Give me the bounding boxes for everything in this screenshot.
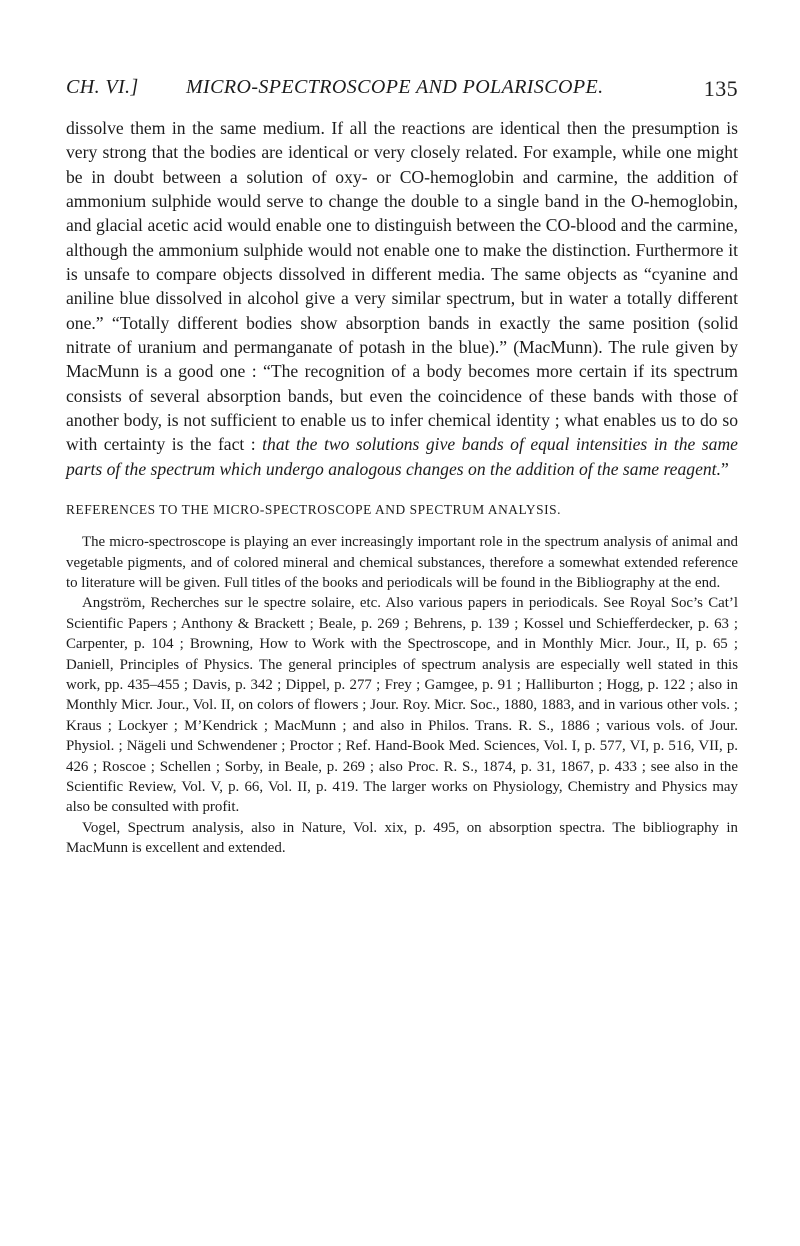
reference-paragraph: Angström, Recherches sur le spectre solaire, etc. Also various papers in periodicals. See Royal Soc’s Cat’l Scientific Papers ; Anthony & Brackett ; Beale, p. 269 ; Behrens, p. 139 ; Kossel und Schiefferdecker, p. 63 ; Carpenter, p. 104 ; Browning, How to Work with the Spectroscope, and in Monthly Micr. Jour., II, p. 65 ; Daniell, Principles of Physics. The general principles of spectrum analysis are especially well stated in this work, pp. 435–455 ; Davis, p. 342 ; Dippel, p. 277 ; Frey ; Gamgee, p. 91 ; Halliburton ; Hogg, p. 122 ; also in Monthly Micr. Jour., Vol. II, on colors of flowers ; Jour. Roy. Micr. Soc., 1880, 1883, and in various other vols. ; Kraus ; Lockyer ; M’Kendrick ; MacMunn ; and also in Philos. Trans. R. S., 1886 ; various vols. of Jour. Physiol. ; Nägeli und Schwendener ; Proctor ; Ref. Hand-Book Med. Sciences, Vol. I, p. 577, VI, p. 516, VII, p. 426 ; Roscoe ; Schellen ; Sorby, in Beale, p. 269 ; also Proc. R. S., 1874, p. 31, 1867, p. 433 ; see also in the Scientific Review, Vol. V, p. 66, Vol. II, p. 419. The larger works on Physiology, Chemistry and Physics may also be consulted with profit. <box>66 595 738 816</box>
running-title: MICRO-SPECTROSCOPE AND POLARISCOPE. <box>186 76 604 98</box>
running-head <box>66 76 738 116</box>
chapter-label: CH. VI.] <box>66 76 139 98</box>
book-page <box>66 76 738 859</box>
body-paragraph <box>66 116 738 481</box>
closing-quote: ” <box>720 458 729 479</box>
body-paragraph-text: dissolve them in the same medium. If all the reactions are identical then the presumption is very strong that the bodies are identical or very closely related. For example, while one might be in doubt between a solution of oxy- or CO-hemoglobin and carmine, the addition of ammonium sulphide would serve to change the double to a single band in the O-hemoglobin, and glacial acetic acid would enable one to distinguish between the CO-blood and the carmine, although the ammonium sulphide would not enable one to make the distinction. Furthermore it is unsafe to compare objects dissolved in different media. The same objects as “cyanine and aniline blue dissolved in alcohol give a very similar spectrum, but in water a totally different one.” “Totally different bodies show absorption bands in exactly the same position (solid nitrate of uranium and permanganate of potash in the blue).” (MacMunn). The rule given by MacMunn is a good one : “The recognition of a body becomes more certain if its spectrum consists of several absorption bands, but even the coincidence of these bands with those of another body, is not sufficient to enable us to infer chemical identity ; what enables us to do so with certainty is the fact : <box>66 118 738 455</box>
reference-paragraph: The micro-spectroscope is playing an ever increasingly important role in the spectrum analysis of animal and vegetable pigments, and of colored mineral and chemical substances, therefore a somewhat extended reference to literature will be given. Full titles of the books and periodicals will be found in the Bibliography at the end. <box>66 534 738 591</box>
reference-paragraph: Vogel, Spectrum analysis, also in Nature, Vol. xix, p. 495, on absorption spectra. The bibliography in MacMunn is excellent and extended. <box>66 819 738 857</box>
body-paragraph-italic-quote: that the two solutions give bands of equal intensities in the same parts of the spectrum which undergo analogous changes on the addition of the same reagent. <box>66 434 738 479</box>
section-heading: REFERENCES TO THE MICRO-SPECTROSCOPE AND SPECTRUM ANALYSIS. <box>66 502 562 518</box>
page-number: 135 <box>703 76 738 101</box>
